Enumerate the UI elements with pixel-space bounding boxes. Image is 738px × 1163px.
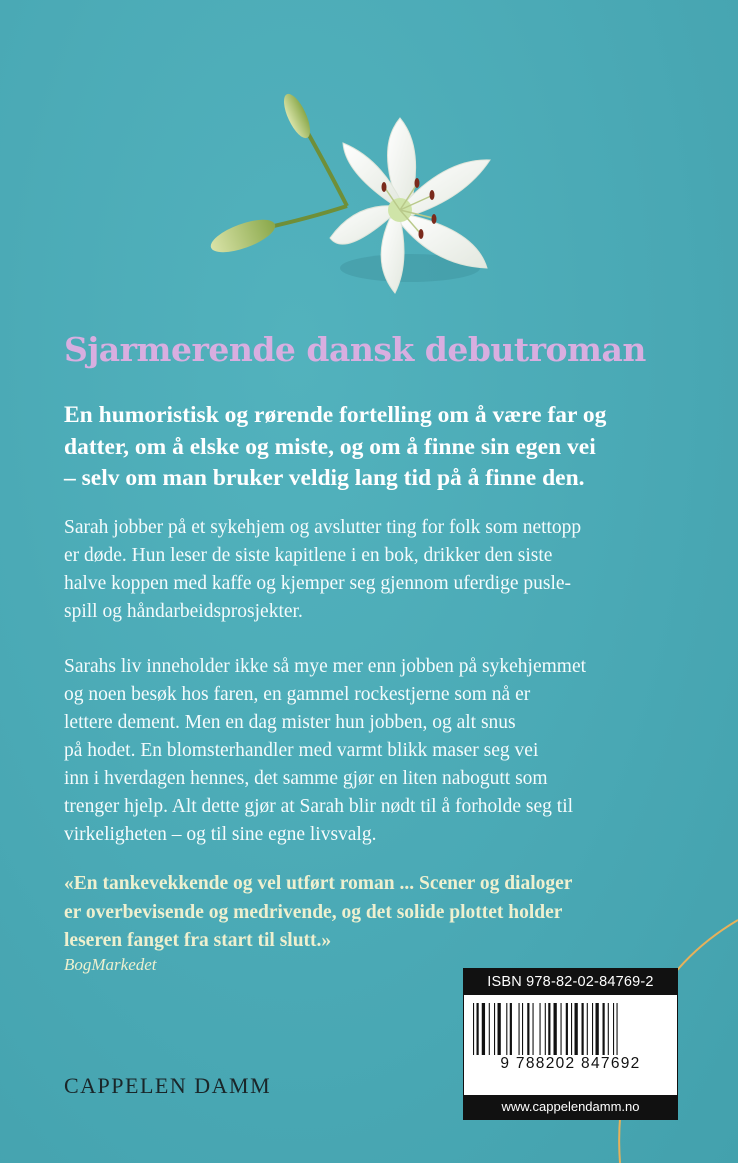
- quote-line: er overbevisende og medrivende, og det solide plottet holder: [64, 901, 563, 923]
- quote-line: «En tankevekkende og vel utført roman ... Scener og dialoger: [64, 873, 573, 894]
- quote-source: BogMarkedet: [64, 955, 157, 974]
- body-line: trenger hjelp. Alt dette gjør at Sarah blir nødt til å forholde seg til: [64, 796, 574, 817]
- lead-line: En humoristisk og rørende fortelling om å være far og: [64, 402, 607, 428]
- body-line: halve koppen med kaffe og kjemper seg gjennom uferdige pusle-: [64, 573, 572, 594]
- body-line: og noen besøk hos faren, en gammel rockestjerne som nå er: [64, 684, 531, 705]
- body-paragraph-2: [64, 653, 704, 849]
- lead-line: datter, om å elske og miste, og om å finne sin egen vei: [64, 433, 596, 460]
- lead-line: – selv om man bruker veldig lang tid på å finne den.: [64, 465, 585, 491]
- body-line: på hodet. En blomsterhandler med varmt blikk maser seg vei: [64, 740, 539, 761]
- body-line: er døde. Hun leser de siste kapitlene i en bok, drikker den siste: [64, 545, 553, 566]
- cover-heading: Sjarmerende dansk debutroman: [64, 330, 646, 369]
- body-line: lettere dement. Men en dag mister hun jobben, og alt snus: [64, 712, 516, 733]
- body-line: inn i hverdagen hennes, det samme gjør en liten nabogutt som: [64, 768, 548, 789]
- white-lily-flower-icon: [195, 88, 505, 298]
- lead-paragraph: [64, 400, 704, 495]
- barcode-bars: [473, 1003, 668, 1055]
- body-line: virkeligheten – og til sine egne livsvalg.: [64, 824, 377, 845]
- body-line: spill og håndarbeidsprosjekter.: [64, 601, 303, 622]
- body-line: Sarahs liv inneholder ikke så mye mer enn jobben på sykehjemmet: [64, 656, 587, 677]
- quote-line: leseren fanget fra start til slutt.»: [64, 930, 332, 951]
- publisher-url: www.cappelendamm.no: [464, 1095, 677, 1119]
- publisher-logo: CAPPELEN DAMM: [64, 1073, 272, 1098]
- body-line: Sarah jobber på et sykehjem og avslutter ting for folk som nettopp: [64, 517, 582, 538]
- isbn-number: ISBN 978-82-02-84769-2: [464, 969, 677, 995]
- barcode-digits: 9 788202 847692: [500, 1055, 641, 1072]
- isbn-barcode: [463, 968, 678, 1120]
- body-paragraph-1: [64, 514, 704, 626]
